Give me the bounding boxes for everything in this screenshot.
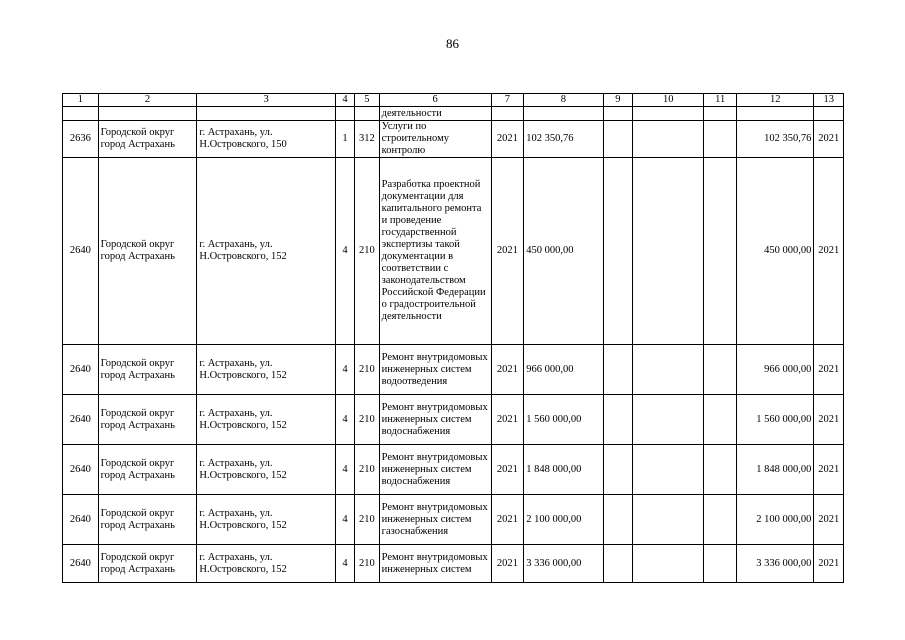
- address-cell: г. Астрахань, ул. Н.Островского, 152: [197, 495, 335, 545]
- year-cell: 2021: [491, 121, 524, 158]
- table-row: [63, 395, 844, 445]
- column-number: 12: [737, 94, 814, 107]
- column-10-cell: [633, 395, 704, 445]
- page-number: 86: [446, 36, 459, 51]
- column-number-row: [63, 94, 844, 107]
- column-5-cell: 210: [355, 445, 379, 495]
- column-10-cell: [633, 121, 704, 158]
- column-10-cell: [633, 495, 704, 545]
- column-11-cell: [704, 445, 737, 495]
- address-cell: г. Астрахань, ул. Н.Островского, 152: [197, 445, 335, 495]
- column-5-cell: 312: [355, 121, 379, 158]
- object-code-cell: 2640: [63, 545, 99, 583]
- column-number: 1: [63, 94, 99, 107]
- table-row: [63, 345, 844, 395]
- column-10-cell: [633, 545, 704, 583]
- empty-cell: [98, 107, 197, 121]
- year-cell: 2021: [491, 158, 524, 345]
- amount-cell: 3 336 000,00: [524, 545, 603, 583]
- column-5-cell: 210: [355, 545, 379, 583]
- column-number: 4: [335, 94, 354, 107]
- carryover-row: [63, 107, 844, 121]
- work-type-cell: Ремонт внутридомовых инженерных систем водоотведения: [379, 345, 491, 395]
- column-10-cell: [633, 445, 704, 495]
- object-code-cell: 2640: [63, 445, 99, 495]
- column-number: 9: [603, 94, 633, 107]
- column-number: 2: [98, 94, 197, 107]
- end-year-cell: 2021: [814, 495, 844, 545]
- column-11-cell: [704, 545, 737, 583]
- carryover-text: деятельности: [379, 107, 491, 121]
- work-type-cell: Ремонт внутридомовых инженерных систем: [379, 545, 491, 583]
- column-number: 11: [704, 94, 737, 107]
- column-4-cell: 1: [335, 121, 354, 158]
- work-type-cell: Ремонт внутридомовых инженерных систем водоснабжения: [379, 395, 491, 445]
- column-number: 6: [379, 94, 491, 107]
- end-year-cell: 2021: [814, 345, 844, 395]
- address-cell: г. Астрахань, ул. Н.Островского, 152: [197, 158, 335, 345]
- column-5-cell: 210: [355, 495, 379, 545]
- address-cell: г. Астрахань, ул. Н.Островского, 152: [197, 345, 335, 395]
- empty-cell: [633, 107, 704, 121]
- table-row: [63, 545, 844, 583]
- end-year-cell: 2021: [814, 158, 844, 345]
- column-9-cell: [603, 545, 633, 583]
- column-11-cell: [704, 345, 737, 395]
- column-number: 5: [355, 94, 379, 107]
- column-4-cell: 4: [335, 545, 354, 583]
- column-4-cell: 4: [335, 395, 354, 445]
- empty-cell: [63, 107, 99, 121]
- object-code-cell: 2640: [63, 345, 99, 395]
- column-11-cell: [704, 158, 737, 345]
- column-4-cell: 4: [335, 495, 354, 545]
- column-5-cell: 210: [355, 158, 379, 345]
- municipality-cell: Городской округ город Астрахань: [98, 545, 197, 583]
- column-9-cell: [603, 345, 633, 395]
- amount-cell: 1 848 000,00: [524, 445, 603, 495]
- year-cell: 2021: [491, 445, 524, 495]
- column-number: 3: [197, 94, 335, 107]
- empty-cell: [737, 107, 814, 121]
- work-type-cell: Услуги по строительному контролю: [379, 121, 491, 158]
- work-type-cell: Разработка проектной документации для капитального ремонта и проведение государственной экспертизы такой документации в соответствии с законодательством Российской Федерации о градостроительной деятельности: [379, 158, 491, 345]
- table-row: [63, 495, 844, 545]
- table-row: [63, 121, 844, 158]
- object-code-cell: 2640: [63, 495, 99, 545]
- work-type-cell: Ремонт внутридомовых инженерных систем газоснабжения: [379, 495, 491, 545]
- object-code-cell: 2640: [63, 158, 99, 345]
- empty-cell: [335, 107, 354, 121]
- repair-schedule-table: [62, 93, 844, 583]
- address-cell: г. Астрахань, ул. Н.Островского, 150: [197, 121, 335, 158]
- table-row: [63, 445, 844, 495]
- municipality-cell: Городской округ город Астрахань: [98, 395, 197, 445]
- column-5-cell: 210: [355, 345, 379, 395]
- object-code-cell: 2636: [63, 121, 99, 158]
- empty-cell: [704, 107, 737, 121]
- end-year-cell: 2021: [814, 121, 844, 158]
- total-cell: 450 000,00: [737, 158, 814, 345]
- year-cell: 2021: [491, 395, 524, 445]
- column-4-cell: 4: [335, 445, 354, 495]
- column-9-cell: [603, 445, 633, 495]
- total-cell: 1 848 000,00: [737, 445, 814, 495]
- amount-cell: 2 100 000,00: [524, 495, 603, 545]
- amount-cell: 966 000,00: [524, 345, 603, 395]
- column-number: 10: [633, 94, 704, 107]
- column-10-cell: [633, 158, 704, 345]
- end-year-cell: 2021: [814, 445, 844, 495]
- address-cell: г. Астрахань, ул. Н.Островского, 152: [197, 395, 335, 445]
- amount-cell: 102 350,76: [524, 121, 603, 158]
- empty-cell: [524, 107, 603, 121]
- municipality-cell: Городской округ город Астрахань: [98, 345, 197, 395]
- column-11-cell: [704, 121, 737, 158]
- municipality-cell: Городской округ город Астрахань: [98, 158, 197, 345]
- total-cell: 102 350,76: [737, 121, 814, 158]
- empty-cell: [603, 107, 633, 121]
- column-11-cell: [704, 495, 737, 545]
- work-type-cell: Ремонт внутридомовых инженерных систем водоснабжения: [379, 445, 491, 495]
- year-cell: 2021: [491, 345, 524, 395]
- total-cell: 3 336 000,00: [737, 545, 814, 583]
- empty-cell: [814, 107, 844, 121]
- empty-cell: [491, 107, 524, 121]
- year-cell: 2021: [491, 545, 524, 583]
- amount-cell: 450 000,00: [524, 158, 603, 345]
- column-5-cell: 210: [355, 395, 379, 445]
- empty-cell: [355, 107, 379, 121]
- empty-cell: [197, 107, 335, 121]
- address-cell: г. Астрахань, ул. Н.Островского, 152: [197, 545, 335, 583]
- column-9-cell: [603, 158, 633, 345]
- end-year-cell: 2021: [814, 545, 844, 583]
- column-number: 8: [524, 94, 603, 107]
- column-number: 13: [814, 94, 844, 107]
- year-cell: 2021: [491, 495, 524, 545]
- total-cell: 966 000,00: [737, 345, 814, 395]
- municipality-cell: Городской округ город Астрахань: [98, 495, 197, 545]
- column-10-cell: [633, 345, 704, 395]
- column-9-cell: [603, 395, 633, 445]
- total-cell: 2 100 000,00: [737, 495, 814, 545]
- municipality-cell: Городской округ город Астрахань: [98, 445, 197, 495]
- column-number: 7: [491, 94, 524, 107]
- column-9-cell: [603, 121, 633, 158]
- municipality-cell: Городской округ город Астрахань: [98, 121, 197, 158]
- column-9-cell: [603, 495, 633, 545]
- object-code-cell: 2640: [63, 395, 99, 445]
- amount-cell: 1 560 000,00: [524, 395, 603, 445]
- table-row: [63, 158, 844, 345]
- total-cell: 1 560 000,00: [737, 395, 814, 445]
- end-year-cell: 2021: [814, 395, 844, 445]
- column-4-cell: 4: [335, 345, 354, 395]
- column-11-cell: [704, 395, 737, 445]
- column-4-cell: 4: [335, 158, 354, 345]
